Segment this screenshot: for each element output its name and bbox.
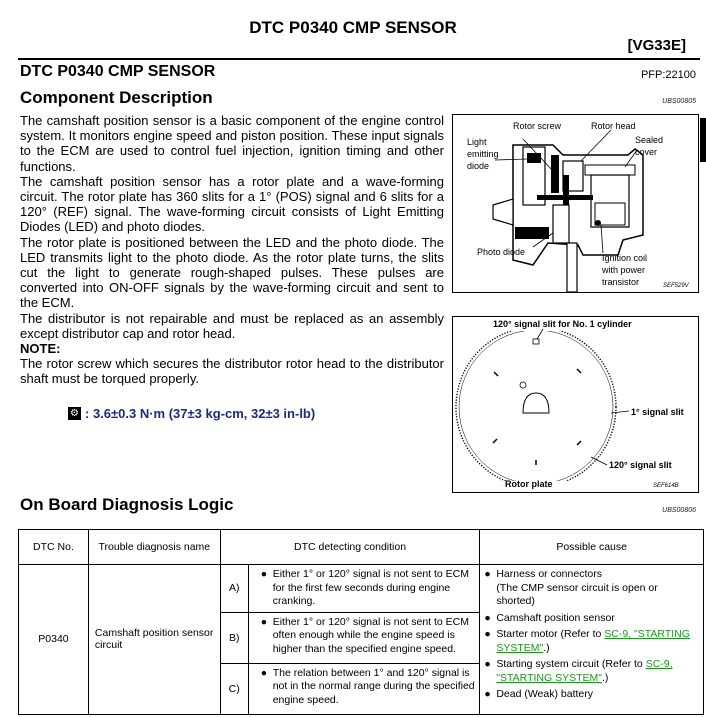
diagnosis-ref-code: UBS00806 (662, 507, 696, 514)
torque-wrench-icon: ⚙ (68, 407, 81, 420)
list-item: ● Dead (Weak) battery (484, 688, 593, 700)
paragraph: The camshaft position sensor has a rotor plate and a wave-forming circuit. The rotor plate has 360 slits for a 1° (POS) signal and 6 slits for a 120° (REF) signal. The wave-forming circuit consists of Light Emitting Diodes (LED) and photo diodes. (20, 173, 444, 235)
page-edge-marker (700, 118, 706, 162)
condition-label: A) (220, 565, 248, 613)
label-led: Light (467, 137, 487, 147)
list-item: ● Starting system circuit (Refer to SC-9, "STARTING SYSTEM".) (484, 658, 673, 684)
condition-label: B) (220, 612, 248, 663)
component-description-text (20, 113, 444, 387)
label-ignition-coil: with power (602, 265, 646, 275)
list-item: ● Starter motor (Refer to SC-9, "STARTING SYSTEM".) (484, 628, 690, 654)
label-ignition-coil: Ignition coil (602, 253, 648, 263)
cmp-sensor-figure (452, 114, 699, 293)
label-ignition-coil: transistor (602, 277, 640, 287)
diagnosis-heading: On Board Diagnosis Logic (20, 495, 234, 514)
torque-spec (68, 406, 315, 421)
column-header: DTC No. (19, 530, 89, 565)
paragraph: The camshaft position sensor is a basic component of the engine control system. It monitors engine speed and piston position. These input signals to the ECM are used to control fuel injection, ignition timing and other functions. (20, 113, 444, 174)
label-rotor-screw: Rotor screw (513, 121, 562, 131)
paragraph: The rotor plate is positioned between the LED and the photo diode. The LED transmits light to the photo diode. As the rotor plate turns, the slits cut the light to generate rough-shaped pulses. These pulses are converted into ON-OFF signals by the wave-forming circuit and sent to the ECM. (20, 234, 444, 311)
condition-text: The relation between 1° and 120° signal is not in the normal range during the specified engine speed. (272, 666, 475, 706)
column-header: DTC detecting condition (220, 530, 480, 565)
label-sealed-cover: cover (635, 147, 658, 157)
paragraph: The distributor is not repairable and must be replaced as an assembly except distributor cap and rotor head. (20, 310, 444, 341)
header-divider (18, 58, 700, 60)
label-led: emitting (467, 149, 499, 159)
possible-cause-list (480, 565, 703, 702)
cause-sub: (The CMP sensor circuit is open or shorted) (496, 581, 658, 607)
condition-cell: ● Either 1° or 120° signal is not sent to ECM for the first few seconds during engine cranking. (248, 565, 480, 613)
list-item: ● Camshaft position sensor (484, 611, 615, 624)
label-sealed-cover: Sealed (635, 135, 664, 145)
table-row (19, 565, 704, 613)
label-120deg-slit: 120° signal slit (609, 460, 672, 470)
note-text: The rotor screw which secures the distributor rotor head to the distributor shaft must be torqued properly. (20, 356, 444, 387)
condition-text: Either 1° or 120° signal is not sent to ECM for the first few seconds during engine cranking. (272, 568, 470, 607)
condition-cell: ● The relation between 1° and 120° signal is not in the normal range during the specified engine speed. (248, 663, 480, 714)
condition-cell: ● Either 1° or 120° signal is not sent to ECM often enough while the engine speed is higher than the specified engine speed. (248, 612, 480, 663)
diagnosis-table (18, 529, 704, 715)
torque-value: : 3.6±0.3 N·m (37±3 kg-cm, 32±3 in-lb) (85, 406, 316, 421)
label-led: diode (467, 161, 490, 171)
condition-label: C) (220, 663, 248, 714)
component-ref-code: UBS00805 (662, 98, 696, 105)
label-rotor-plate: Rotor plate (505, 479, 553, 489)
model-code: [VG33E] (627, 37, 686, 54)
label-1deg-slit: 1° signal slit (631, 407, 684, 417)
rotor-plate-diagram (453, 317, 698, 492)
label-top-slit: 120° signal slit for No. 1 cylinder (493, 319, 632, 329)
dtc-number: P0340 (19, 565, 89, 715)
figure1-ref: SEF529V (663, 283, 689, 289)
condition-text: Either 1° or 120° signal is not sent to ECM often enough while the engine speed is higher than the specified engine speed. (272, 615, 470, 655)
column-header: Possible cause (480, 530, 704, 565)
figure2-ref: SEF614B (653, 483, 679, 489)
table-header-row (19, 530, 704, 565)
starting-system-link[interactable]: SC-9, "STARTING SYSTEM" (496, 628, 690, 654)
starting-system-link[interactable]: SC-9, "STARTING SYSTEM" (496, 658, 673, 684)
component-description-heading: Component Description (20, 88, 213, 107)
cmp-sensor-diagram (453, 115, 698, 292)
section-title: DTC P0340 CMP SENSOR (20, 63, 216, 80)
label-rotor-head: Rotor head (591, 121, 636, 131)
page-title: DTC P0340 CMP SENSOR (249, 18, 457, 37)
trouble-diagnosis-name: Camshaft position sensor circuit (88, 565, 220, 715)
rotor-plate-figure (452, 316, 699, 493)
possible-cause-cell (480, 565, 704, 715)
column-header: Trouble diagnosis name (88, 530, 220, 565)
label-photo-diode: Photo diode (477, 247, 526, 257)
part-number: PFP:22100 (640, 69, 696, 81)
list-item: ● Harness or connectors (The CMP sensor circuit is open or shorted) (484, 568, 658, 607)
note-label: NOTE: (20, 341, 61, 357)
